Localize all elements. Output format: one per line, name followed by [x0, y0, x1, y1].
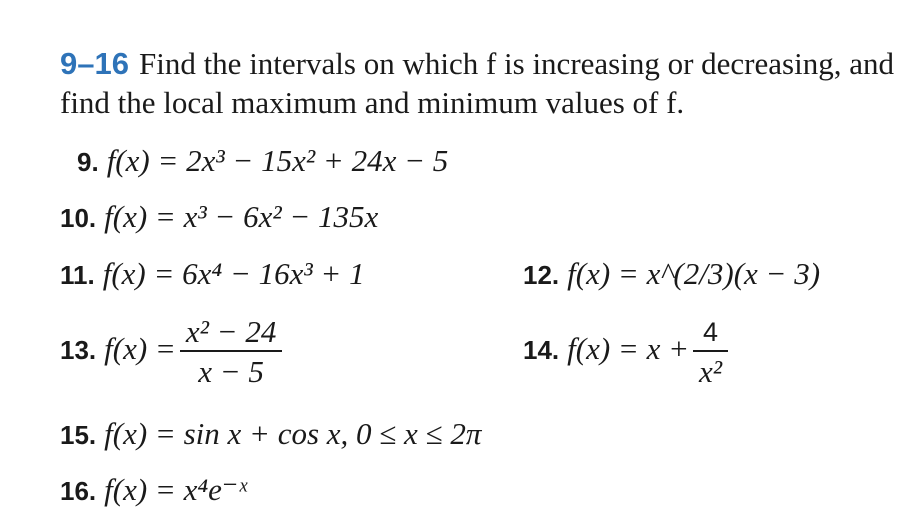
exercise-instructions: [60, 44, 910, 122]
problem-lhs: f(x) = x +: [567, 331, 690, 367]
problem-11: [60, 256, 365, 293]
fraction-denominator: x²: [699, 354, 723, 389]
problem-14: [523, 314, 732, 390]
fraction: [693, 314, 728, 390]
problem-expression: f(x) = x³ − 6x² − 135x: [104, 199, 379, 234]
problem-number: 14.: [523, 335, 560, 366]
problem-10: [60, 199, 378, 236]
problem-9: [77, 143, 448, 180]
problem-number: 10.: [60, 203, 97, 233]
problem-lhs: f(x) =: [104, 331, 176, 367]
problem-number: 9.: [77, 147, 99, 177]
problem-number: 13.: [60, 335, 97, 366]
exercise-range: 9–16: [60, 46, 129, 81]
problem-12: [523, 256, 820, 293]
fraction-numerator: x² − 24: [180, 314, 282, 352]
problem-13: [60, 314, 286, 390]
problem-number: 11.: [60, 260, 95, 290]
problem-number: 12.: [523, 260, 560, 290]
fraction-numerator: 4: [693, 314, 728, 352]
problem-expression: f(x) = 2x³ − 15x² + 24x − 5: [106, 143, 449, 178]
problem-expression: f(x) = 6x⁴ − 16x³ + 1: [102, 256, 365, 291]
fraction: [180, 314, 282, 390]
problem-16: [60, 472, 247, 509]
problem-15: [60, 416, 481, 453]
problem-number: 15.: [60, 420, 97, 450]
instruction-text: Find the intervals on which f is increasing or decreasing, and find the local maximum and minimum values of f.: [60, 46, 894, 120]
problem-expression: f(x) = x^(2/3)(x − 3): [567, 256, 821, 291]
problem-number: 16.: [60, 476, 97, 506]
problem-expression: f(x) = x⁴e⁻ˣ: [104, 472, 248, 507]
problem-expression: f(x) = sin x + cos x, 0 ≤ x ≤ 2π: [104, 416, 482, 451]
fraction-denominator: x − 5: [198, 354, 264, 389]
